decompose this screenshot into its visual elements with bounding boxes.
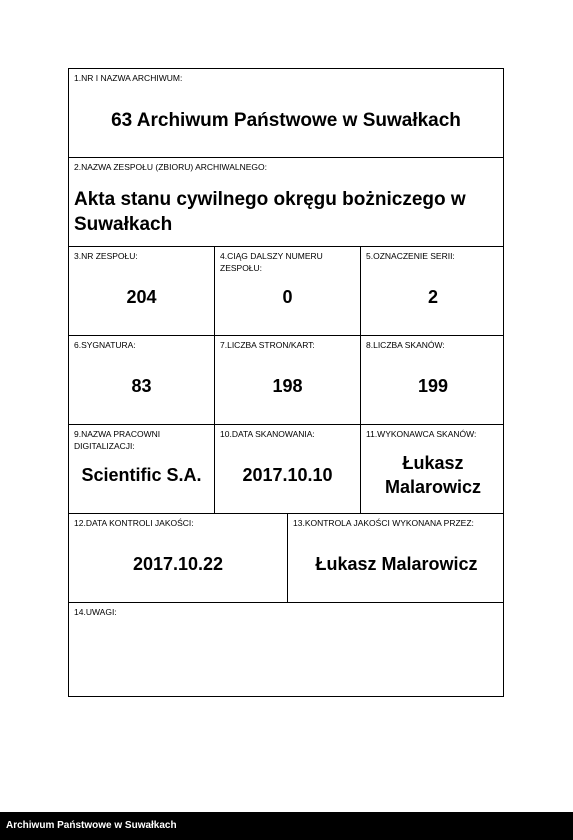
- row-remarks: [69, 603, 503, 698]
- qc-date-value: 2017.10.22: [132, 554, 224, 574]
- qc-date-label: 12.DATA KONTROLI JAKOŚCI:: [74, 518, 194, 528]
- lab-label: 9.NAZWA PRACOWNI DIGITALIZACJI:: [74, 429, 161, 451]
- cell-pages: [214, 336, 360, 424]
- footer-bar: Archiwum Państwowe w Suwałkach: [0, 812, 573, 840]
- fonds-no-label: 3.NR ZESPOŁU:: [74, 251, 138, 261]
- pages-label: 7.LICZBA STRON/KART:: [220, 340, 315, 350]
- signature-label: 6.SYGNATURA:: [74, 340, 136, 350]
- row-archive: [69, 69, 503, 158]
- metadata-form: [68, 68, 504, 697]
- signature-value: 83: [131, 376, 152, 396]
- cell-signature: [69, 336, 214, 424]
- cell-qc-by: [287, 514, 505, 602]
- row-counts: [69, 336, 503, 425]
- cell-fonds-no-cont: [214, 247, 360, 335]
- lab-value: Scientific S.A.: [81, 465, 202, 485]
- row-quality-control: [69, 514, 503, 603]
- qc-by-value: Łukasz Malarowicz: [315, 554, 478, 574]
- cell-scans: [360, 336, 505, 424]
- fonds-no-cont-value: 0: [282, 287, 293, 307]
- scanner-value: Łukasz Malarowicz: [384, 453, 482, 497]
- cell-qc-date: [69, 514, 287, 602]
- fonds-no-value: 204: [126, 287, 157, 307]
- qc-by-label: 13.KONTROLA JAKOŚCI WYKONANA PRZEZ:: [293, 518, 474, 528]
- fonds-name-value: Akta stanu cywilnego okręgu bożniczego w Suwałkach: [74, 189, 466, 235]
- scans-value: 199: [417, 376, 449, 396]
- cell-scan-date: [214, 425, 360, 513]
- row-numbers: [69, 247, 503, 336]
- cell-fonds-no: [69, 247, 214, 335]
- series-label: 5.OZNACZENIE SERII:: [366, 251, 455, 261]
- fonds-name-label: 2.NAZWA ZESPOŁU (ZBIORU) ARCHIWALNEGO:: [74, 162, 268, 172]
- cell-lab: [69, 425, 214, 513]
- remarks-label: 14.UWAGI:: [74, 607, 117, 617]
- pages-value: 198: [272, 376, 303, 396]
- scans-label: 8.LICZBA SKANÓW:: [366, 340, 445, 350]
- scan-date-value: 2017.10.10: [242, 465, 333, 485]
- scanner-label: 11.WYKONAWCA SKANÓW:: [366, 429, 477, 439]
- scan-date-label: 10.DATA SKANOWANIA:: [220, 429, 315, 439]
- archive-label: 1.NR I NAZWA ARCHIWUM:: [74, 73, 183, 83]
- cell-series: [360, 247, 505, 335]
- fonds-no-cont-label: 4.CIĄG DALSZY NUMERU ZESPOŁU:: [220, 251, 323, 273]
- archive-value: 63 Archiwum Państwowe w Suwałkach: [111, 110, 461, 131]
- row-digitization: [69, 425, 503, 514]
- series-value: 2: [427, 287, 438, 307]
- cell-scanner: [360, 425, 505, 513]
- row-fonds-name: [69, 158, 503, 247]
